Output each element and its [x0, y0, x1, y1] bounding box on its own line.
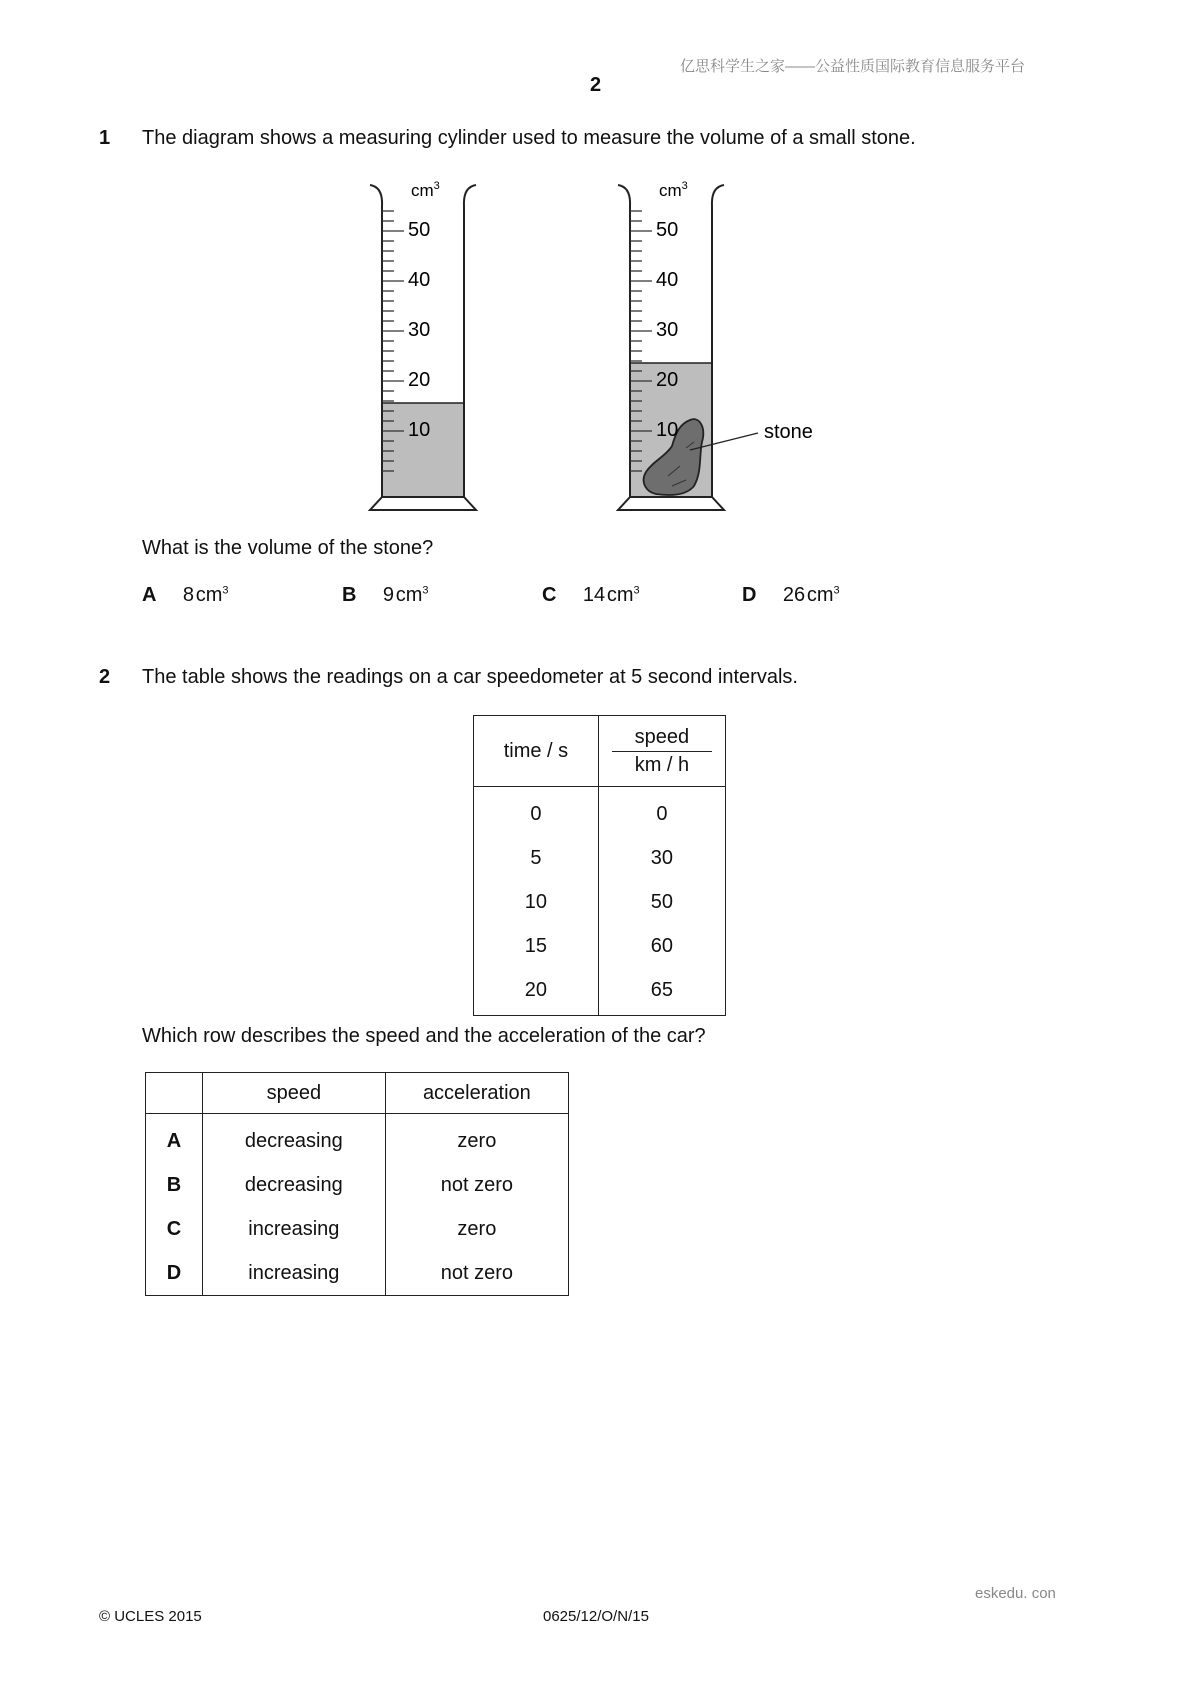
table-row: [474, 924, 726, 968]
speed-cell: 60: [598, 924, 725, 968]
q1-option-a-value: 8 $cm^3$: [182, 584, 229, 606]
stone-label: stone: [764, 421, 813, 443]
measuring-cylinder-diagram: [350, 180, 850, 520]
table-row: [474, 836, 726, 880]
left-cylinder: [370, 180, 476, 510]
answer-header-blank: [146, 1073, 203, 1114]
header-watermark: 亿思科学生之家——公益性质国际教育信息服务平台: [680, 58, 1026, 75]
q2-text: The table shows the readings on a car speedometer at 5 second intervals.: [142, 666, 798, 688]
left-unit-label: $cm^3$: [411, 180, 440, 200]
q1-option-d-letter: D: [742, 584, 757, 606]
q1-option-d: [742, 584, 840, 607]
q1-question: What is the volume of the stone?: [142, 537, 434, 559]
speedo-header-speed-top: speed: [612, 726, 712, 752]
q2-number: 2: [99, 666, 111, 688]
right-scale-label-20: 20: [656, 369, 679, 391]
time-cell: 20: [474, 968, 599, 1016]
speedo-header-time: time / s: [474, 716, 599, 787]
answer-header-acceleration: acceleration: [385, 1073, 568, 1114]
answer-header-speed: speed: [202, 1073, 385, 1114]
speed-cell: 50: [598, 880, 725, 924]
speedo-header-speed: [598, 716, 725, 787]
answer-letter: A: [146, 1114, 203, 1164]
table-row: [474, 968, 726, 1016]
q1-option-c: [542, 584, 640, 607]
table-row: [474, 880, 726, 924]
answer-speed: decreasing: [202, 1163, 385, 1207]
footer-copyright: © UCLES 2015: [99, 1608, 202, 1625]
speedo-header-speed-bottom: km / h: [634, 753, 690, 776]
answer-row-b[interactable]: [146, 1163, 569, 1207]
left-scale-label-50: 50: [408, 219, 431, 241]
speed-cell: 65: [598, 968, 725, 1016]
q1-option-c-value: 14 $cm^3$: [582, 584, 640, 606]
time-cell: 0: [474, 787, 599, 837]
right-scale-label-50: 50: [656, 219, 679, 241]
q1-option-a: [142, 584, 229, 607]
right-unit-label: $cm^3$: [659, 180, 688, 200]
answer-table: [145, 1072, 569, 1296]
table-row: [474, 787, 726, 837]
time-cell: 10: [474, 880, 599, 924]
footer-code: 0625/12/O/N/15: [543, 1608, 649, 1625]
answer-acceleration: not zero: [385, 1163, 568, 1207]
q1-option-b: [342, 584, 429, 607]
speed-cell: 30: [598, 836, 725, 880]
q1-option-a-letter: A: [142, 584, 157, 606]
speedometer-table: [473, 715, 726, 1016]
site-watermark: eskedu. con: [975, 1585, 1056, 1602]
right-scale-label-10: 10: [656, 419, 679, 441]
left-scale-label-40: 40: [408, 269, 431, 291]
speed-cell: 0: [598, 787, 725, 837]
time-cell: 15: [474, 924, 599, 968]
left-scale-label-30: 30: [408, 319, 431, 341]
left-scale-label-10: 10: [408, 419, 431, 441]
answer-acceleration: zero: [385, 1207, 568, 1251]
left-water: [382, 403, 464, 497]
answer-speed: decreasing: [202, 1114, 385, 1164]
right-cylinder: [618, 180, 813, 510]
answer-acceleration: not zero: [385, 1251, 568, 1296]
q2-question: Which row describes the speed and the acceleration of the car?: [142, 1025, 706, 1047]
q1-option-d-value: 26 $cm^3$: [782, 584, 840, 606]
answer-letter: D: [146, 1251, 203, 1296]
left-scale-label-20: 20: [408, 369, 431, 391]
page-number: 2: [590, 74, 602, 96]
time-cell: 5: [474, 836, 599, 880]
answer-speed: increasing: [202, 1207, 385, 1251]
answer-speed: increasing: [202, 1251, 385, 1296]
answer-row-d[interactable]: [146, 1251, 569, 1296]
answer-row-c[interactable]: [146, 1207, 569, 1251]
q1-text: The diagram shows a measuring cylinder used to measure the volume of a small stone.: [142, 127, 916, 149]
answer-letter: B: [146, 1163, 203, 1207]
q1-option-c-letter: C: [542, 584, 557, 606]
q1-number: 1: [99, 127, 111, 149]
right-scale-label-40: 40: [656, 269, 679, 291]
answer-letter: C: [146, 1207, 203, 1251]
answer-acceleration: zero: [385, 1114, 568, 1164]
q1-option-b-letter: B: [342, 584, 357, 606]
q1-option-b-value: 9 $cm^3$: [382, 584, 429, 606]
right-scale-label-30: 30: [656, 319, 679, 341]
answer-row-a[interactable]: [146, 1114, 569, 1164]
